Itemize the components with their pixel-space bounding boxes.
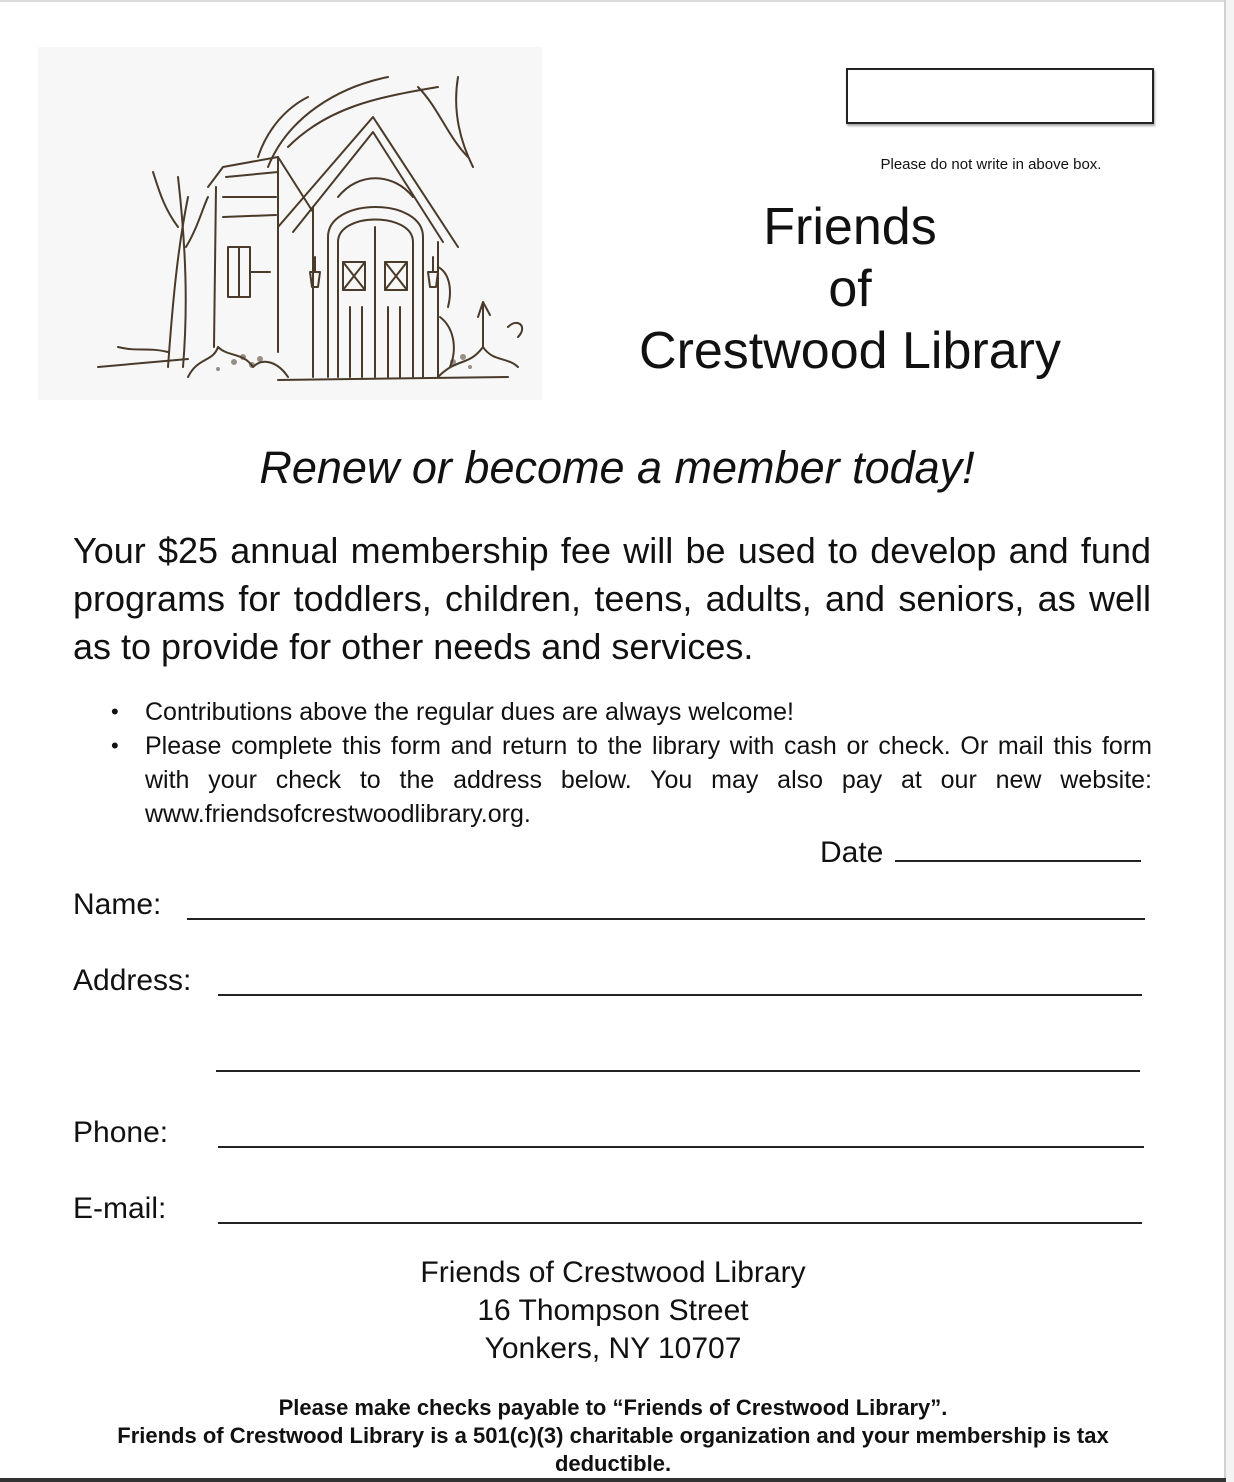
bullet-item (108, 729, 1152, 831)
email-line[interactable] (218, 1222, 1142, 1224)
address-city: Yonkers, NY 10707 (484, 1332, 742, 1365)
bullet-text: Contributions above the regular dues are always welcome! (145, 698, 794, 726)
address-org-name: Friends of Crestwood Library (420, 1256, 806, 1289)
name-line[interactable] (187, 918, 1145, 920)
library-illustration (38, 47, 542, 400)
title-line-friends: Friends (763, 198, 937, 256)
title-line-of: of (828, 260, 872, 318)
bullet-icon: • (111, 733, 119, 758)
bullet-icon: • (111, 699, 119, 724)
footer-notes (80, 1394, 1146, 1478)
date-line[interactable] (895, 830, 1141, 862)
office-use-box (846, 68, 1154, 124)
title-line-library: Crestwood Library (639, 322, 1061, 380)
bullet-text: Please complete this form and return to the library with cash or check. Or mail this form with your check to the address below. You may also pay at our new website: www.friendsofcrestwoodlibrary.org. (145, 732, 1152, 828)
page-gutter (1226, 0, 1234, 1482)
name-label: Name: (73, 888, 162, 921)
address-label: Address: (73, 964, 192, 997)
address-street: 16 Thompson Street (477, 1294, 749, 1327)
payable-note: Please make checks payable to “Friends of Crestwood Library”. (278, 1395, 948, 1420)
library-drawing-icon (38, 47, 542, 400)
address-line-1[interactable] (218, 994, 1142, 996)
page-edge-top (0, 0, 1226, 2)
organization-title (600, 196, 1100, 382)
tax-note: Friends of Crestwood Library is a 501(c)(3) charitable organization and your membership is tax deductible. (117, 1423, 1109, 1476)
intro-paragraph: Your $25 annual membership fee will be used to develop and fund programs for toddlers, children, teens, adults, and seniors, as well as to provide for other needs and services. (73, 530, 1151, 667)
bullet-list (108, 695, 1152, 831)
email-label: E-mail: (73, 1192, 167, 1225)
bullet-item (108, 695, 1152, 729)
date-label: Date (820, 836, 884, 869)
mailing-address (0, 1254, 1226, 1368)
date-field (820, 830, 1141, 870)
phone-label: Phone: (73, 1116, 169, 1149)
address-line-2[interactable] (216, 1070, 1140, 1072)
page-edge-bottom (0, 1478, 1226, 1482)
phone-line[interactable] (218, 1146, 1144, 1148)
office-use-note: Please do not write in above box. (880, 156, 1102, 173)
tagline: Renew or become a member today! (259, 442, 975, 493)
